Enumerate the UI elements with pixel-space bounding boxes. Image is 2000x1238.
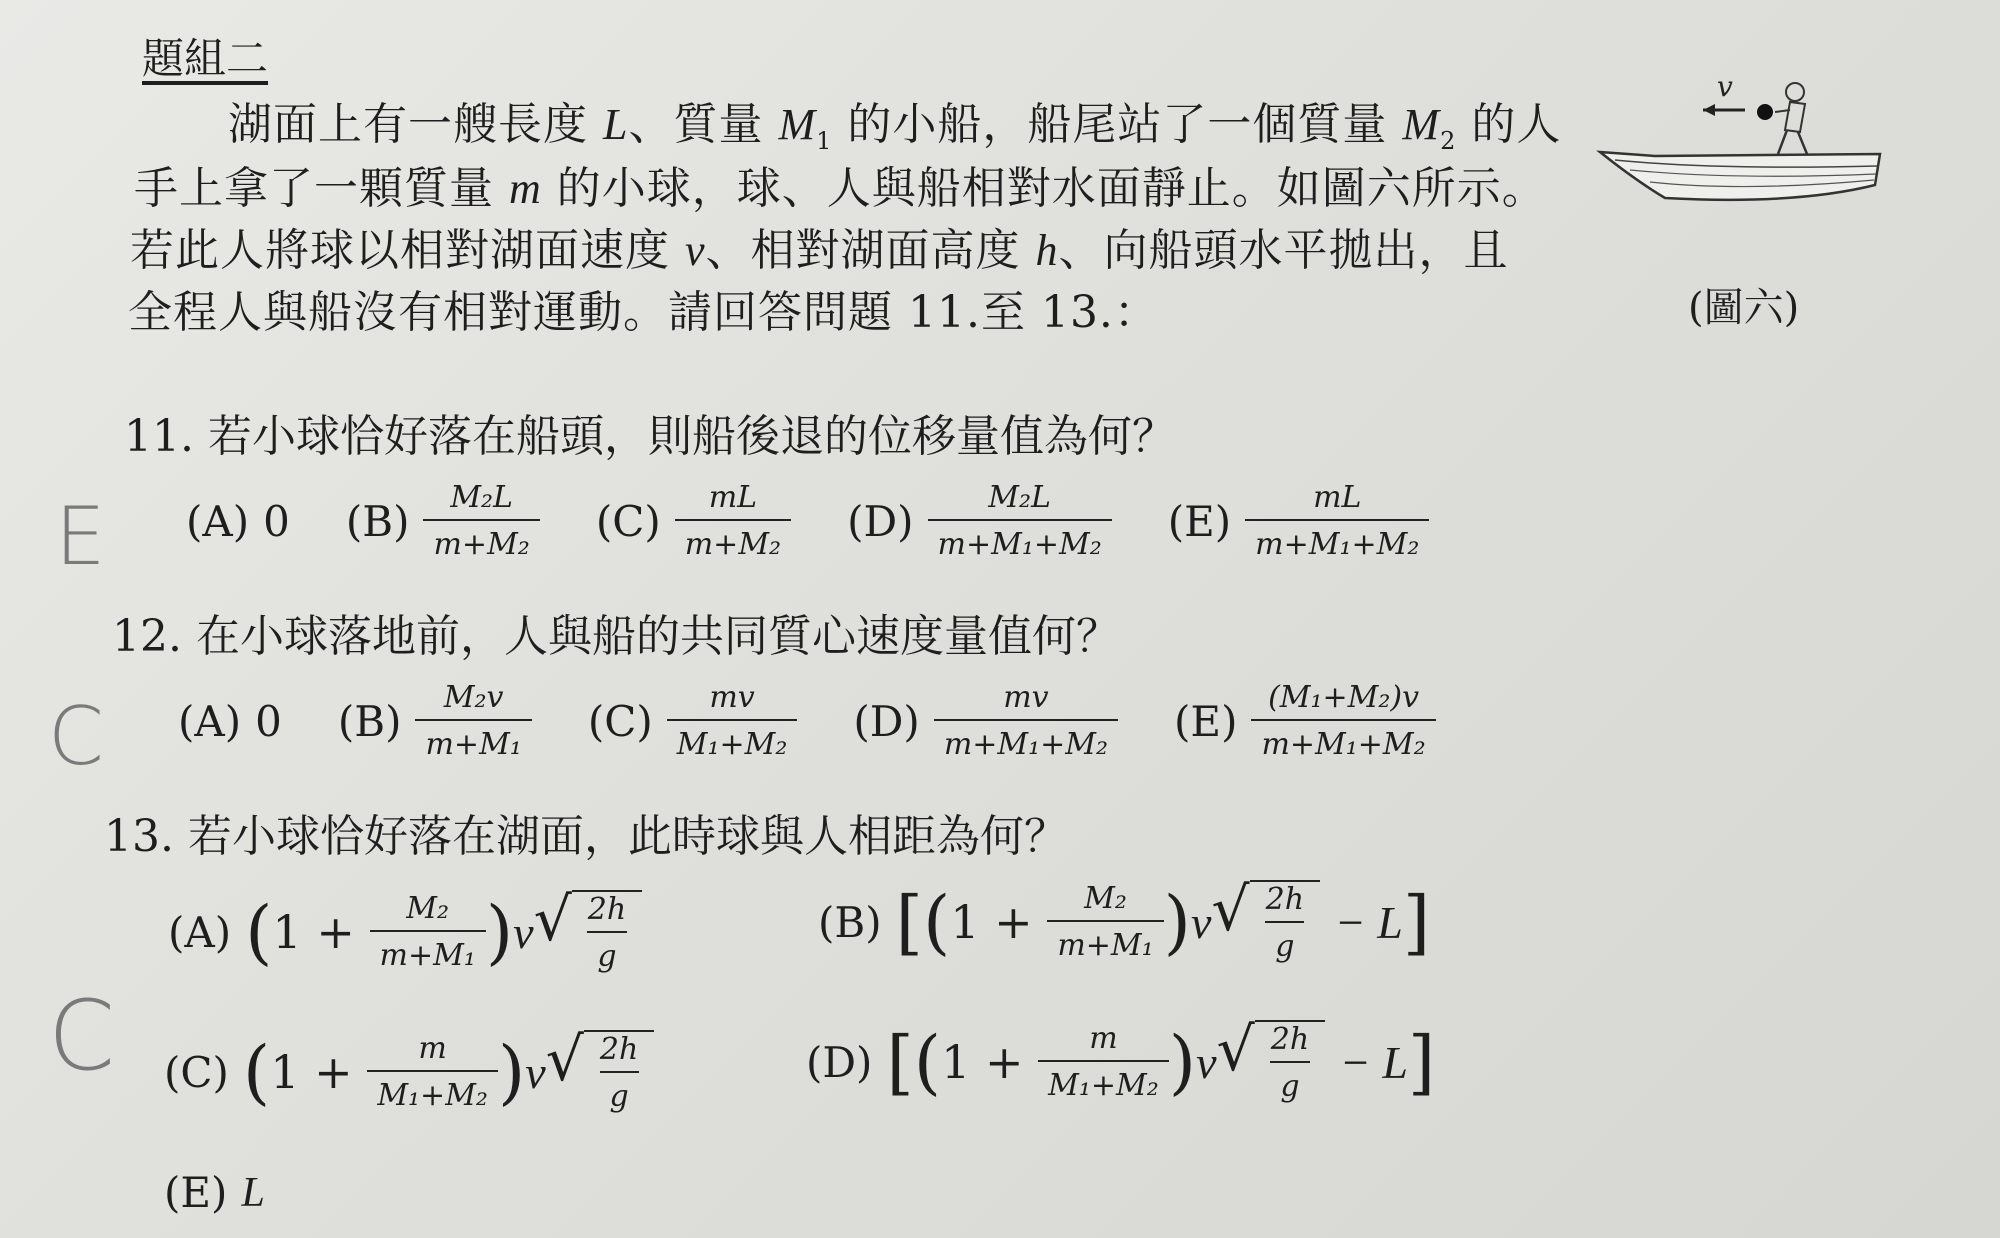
square-root: √ $\frac{2h}{g}$: [534, 890, 643, 974]
fraction: $\frac{mv}{\text{M₁+M₂}}$: [667, 680, 798, 762]
option-12-d[interactable]: (D) $\frac{mv}{\text{m+M₁+M₂}}$: [853, 680, 1118, 762]
velocity-label: v: [1717, 70, 1733, 103]
section-title: 題組二: [142, 34, 269, 83]
fraction: $\frac{mL}{\text{m+M₂}}$: [675, 480, 791, 562]
option-13-a[interactable]: (A) ( 1 + $\frac{\text{M₂}}{\text{m+M₁}}$ ) v √ $\frac{2h}{g}$: [168, 890, 642, 974]
question-12-options: [178, 680, 1436, 762]
boat-figure: [1595, 70, 1895, 220]
ball-icon: [1757, 104, 1773, 120]
option-12-a[interactable]: (A) 0: [178, 696, 282, 746]
fraction: $\frac{\text{M₂}}{\text{m+M₁}}$: [370, 891, 486, 973]
option-13-c[interactable]: (C) ( 1 + $\frac{m}{\text{M₁+M₂}}$ ) v √ $\frac{2h}{g}$: [164, 1030, 654, 1114]
option-13-d[interactable]: (D) [ ( 1 + $\frac{m}{\text{M₁+M₂}}$ ) v √ $\frac{2h}{g}$ − L ]: [806, 1015, 1436, 1104]
question-11-stem: 11. 若小球恰好落在船頭，則船後退的位移量值為何？: [124, 411, 1176, 462]
expression: [ ( 1 + $\frac{\text{M₂}}{\text{m+M₁}}$ ) v √ $\frac{2h}{g}$ − L ]: [895, 875, 1431, 964]
option-11-b[interactable]: (B) $\frac{\text{M₂L}}{\text{m+M₂}}$: [346, 480, 540, 562]
option-11-a[interactable]: (A) 0: [186, 496, 290, 546]
square-root: √ $\frac{2h}{g}$: [1217, 1020, 1326, 1104]
expression: ( 1 + $\frac{m}{\text{M₁+M₂}}$ ) v √ $\frac{2h}{g}$: [243, 1030, 654, 1114]
option-11-d[interactable]: (D) $\frac{\text{M₂L}}{\text{m+M₁+M₂}}$: [847, 480, 1112, 562]
option-13-e[interactable]: (E) L: [164, 1168, 265, 1217]
handwritten-answer-11: E: [55, 490, 106, 583]
passage-line-3: 若此人將球以相對湖面速度 v、相對湖面高度 h、向船頭水平拋出，且: [130, 225, 1509, 276]
fraction: $\frac{\text{M₂v}}{\text{m+M₁}}$: [415, 680, 531, 762]
handwritten-answer-12: C: [48, 690, 104, 783]
fraction: $\frac{m}{\text{M₁+M₂}}$: [1038, 1021, 1169, 1103]
option-11-c[interactable]: (C) $\frac{mL}{\text{m+M₂}}$: [596, 480, 791, 562]
option-13-b[interactable]: (B) [ ( 1 + $\frac{\text{M₂}}{\text{m+M₁}}$ ) v √ $\frac{2h}{g}$ − L ]: [818, 875, 1431, 964]
question-12-stem: 12. 在小球落地前，人與船的共同質心速度量值何？: [112, 611, 1120, 662]
square-root: √ $\frac{2h}{g}$: [546, 1030, 655, 1114]
passage-line-1: 湖面上有一艘長度 L、質量 $M_1$ 的小船，船尾站了一個質量 $M_2$ 的人: [228, 99, 1562, 155]
passage-line-4: 全程人與船沒有相對運動。請回答問題 11.至 13.：: [128, 287, 1159, 338]
square-root: √ $\frac{2h}{g}$: [1211, 880, 1320, 964]
fraction: $\frac{mL}{\text{m+M₁+M₂}}$: [1245, 480, 1429, 562]
option-11-e[interactable]: (E) $\frac{mL}{\text{m+M₁+M₂}}$: [1168, 480, 1430, 562]
expression: ( 1 + $\frac{\text{M₂}}{\text{m+M₁}}$ ) v √ $\frac{2h}{g}$: [245, 890, 642, 974]
question-11-options: [186, 480, 1429, 562]
question-13-stem: 13. 若小球恰好落在湖面，此時球與人相距為何？: [104, 811, 1068, 862]
option-12-c[interactable]: (C) $\frac{mv}{\text{M₁+M₂}}$: [588, 680, 798, 762]
fraction: $\frac{\text{(M₁+M₂)v}}{\text{m+M₁+M₂}}$: [1251, 680, 1435, 762]
option-12-b[interactable]: (B) $\frac{\text{M₂v}}{\text{m+M₁}}$: [338, 680, 532, 762]
figure-caption: (圖六): [1688, 285, 1800, 331]
expression: [ ( 1 + $\frac{m}{\text{M₁+M₂}}$ ) v √ $\frac{2h}{g}$ − L ]: [886, 1015, 1436, 1104]
fraction: $\frac{mv}{\text{m+M₁+M₂}}$: [934, 680, 1118, 762]
fraction: $\frac{m}{\text{M₁+M₂}}$: [367, 1031, 498, 1113]
person-figure: [1775, 83, 1807, 154]
fraction: $\frac{\text{M₂L}}{\text{m+M₁+M₂}}$: [928, 480, 1112, 562]
handwritten-answer-13: C: [48, 980, 116, 1092]
passage-line-2: 手上拿了一顆質量 m 的小球，球、人與船相對水面靜止。如圖六所示。: [134, 163, 1547, 214]
fraction: $\frac{\text{M₂L}}{\text{m+M₂}}$: [423, 480, 539, 562]
fraction: $\frac{\text{M₂}}{\text{m+M₁}}$: [1047, 881, 1163, 963]
option-12-e[interactable]: (E) $\frac{\text{(M₁+M₂)v}}{\text{m+M₁+M₂}}$: [1174, 680, 1436, 762]
